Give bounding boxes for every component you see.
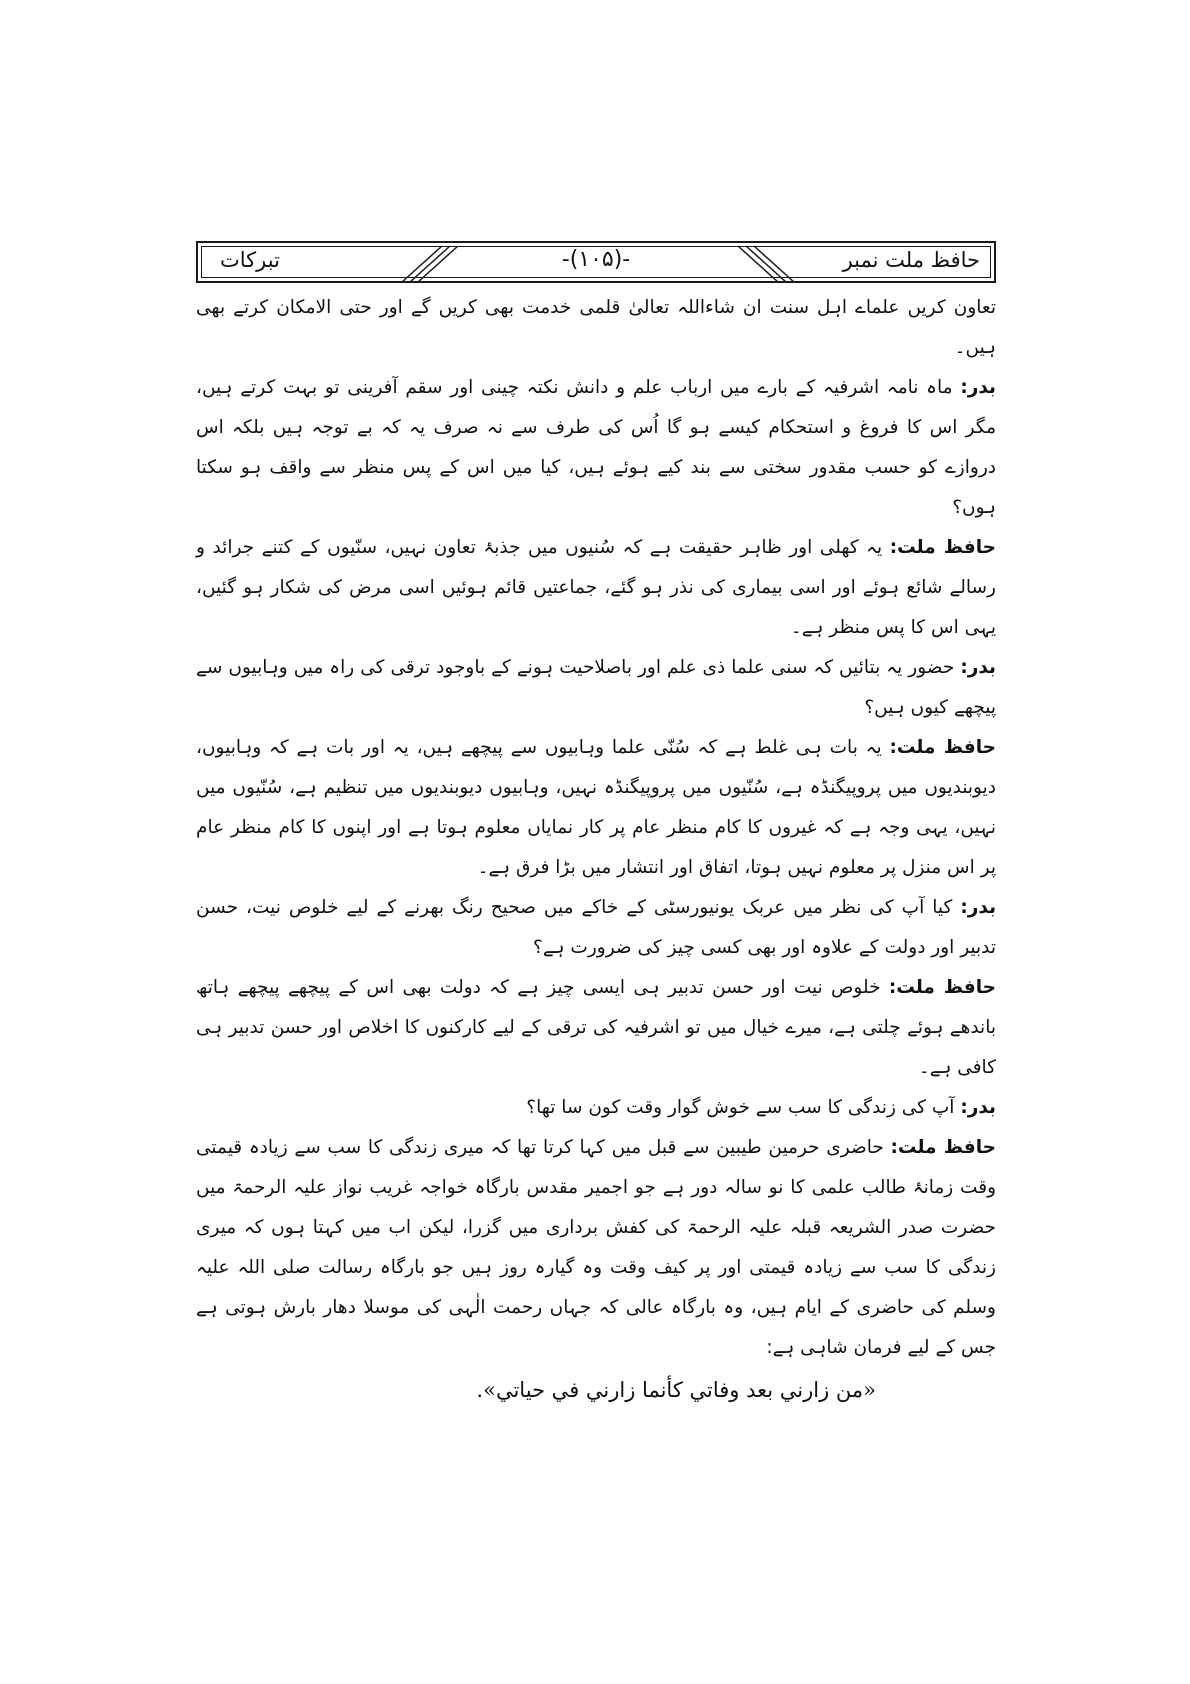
speaker-label: حافظ ملت: [888, 977, 996, 998]
paragraph [196, 968, 996, 1088]
page-header [196, 241, 996, 283]
speaker-label: بدر: [960, 897, 997, 918]
paragraph-text: تعاون کریں علماے اہل سنت ان شاءاللہ تعالیٰ قلمی خدمت بھی کریں گے اور حتی الامکان کرتے بھی ہیں۔ [196, 297, 996, 358]
paragraph [196, 728, 996, 888]
speaker-label: حافظ ملت: [889, 737, 997, 758]
speaker-label: بدر: [960, 377, 996, 398]
paragraph [196, 1128, 996, 1368]
article-body [196, 288, 996, 1412]
paragraph [196, 288, 996, 368]
paragraph-text: آپ کی زندگی کا سب سے خوش گوار وقت کون سا تھا؟ [526, 1097, 955, 1118]
paragraph-text: حضور یہ بتائیں کہ سنی علما ذی علم اور باصلاحیت ہونے کے باوجود ترقی کی راہ میں وہابیوں سے پیچھے کیوں ہیں؟ [196, 657, 996, 718]
paragraph [196, 1088, 996, 1128]
paragraph-text: یہ کھلی اور ظاہر حقیقت ہے کہ سُنیوں میں جذبۂ تعاون نہیں، سنّیوں کے کتنے جرائد و رسالے شائع ہوئے اور اسی بیماری کی نذر ہو گئے، جماعتیں قائم ہوئیں اسی مرض کی شکار ہو گئیں، یہی اس کا پس منظر ہے۔ [196, 537, 996, 638]
arabic-hadith-quote: «من زارني بعد وفاتي كأنما زارني في حياتي». [476, 1378, 876, 1402]
section-title: تبرکات [220, 248, 280, 272]
speaker-label: حافظ ملت: [889, 537, 996, 558]
page-number: -(۱۰۵)- [561, 247, 631, 272]
journal-title: حافظ ملت نمبر [842, 248, 980, 272]
paragraph-text: حاضری حرمین طیبین سے قبل میں کہا کرتا تھا کہ میری زندگی کا سب سے زیادہ قیمتی وقت زمانۂ طالب علمی کا نو سالہ دور ہے جو اجمیر مقدس بارگاہ خواجہ غریب نواز علیہ الرحمۃ میں حضرت صدر الشریعہ قبلہ علیہ الرحمۃ کی کفش برداری میں گزرا، لیکن اب میں کہتا ہوں کہ میری زندگی کا سب سے زیادہ قیمتی اور پر کیف وقت وہ گیارہ روز ہیں جو بارگاہ رسالت صلی اللہ علیہ وسلم کی حاضری کے ایام ہیں، وہ بارگاہ عالی کہ جہاں رحمت الٰہی کی موسلا دھار بارش ہوتی ہے جس کے لیے فرمان شاہی ہے: [196, 1137, 996, 1358]
paragraph [196, 368, 996, 528]
speaker-label: حافظ ملت: [890, 1137, 996, 1158]
paragraph [196, 648, 996, 728]
speaker-label: بدر: [960, 657, 996, 678]
paragraph-text: خلوص نیت اور حسن تدبیر ہی ایسی چیز ہے کہ دولت بھی اس کے پیچھے پیچھے ہاتھ باندھے ہوئے چلتی ہے، میرے خیال میں تو اشرفیہ کی ترقی کے لیے کارکنوں کا اخلاص اور حسن تدبیر ہی کافی ہے۔ [196, 977, 996, 1078]
speaker-label: بدر: [960, 1097, 996, 1118]
paragraph-text: یہ بات ہی غلط ہے کہ سُنّی علما وہابیوں سے پیچھے ہیں، یہ اور بات ہے کہ وہابیوں، دیوبندیوں میں پروپیگنڈہ ہے، سُنّیوں میں پروپیگنڈہ نہیں، وہابیوں دیوبندیوں میں تنظیم ہے، سُنّیوں میں نہیں، یہی وجہ ہے کہ غیروں کا کام منظر عام پر کار نمایاں معلوم ہوتا ہے اور اپنوں کا کام منظر عام پر اس منزل پر معلوم نہیں ہوتا، اتفاق اور انتشار میں بڑا فرق ہے۔ [196, 737, 996, 878]
paragraph-text: ماہ نامہ اشرفیہ کے بارے میں ارباب علم و دانش نکتہ چینی اور سقم آفرینی تو بہت کرتے ہیں، مگر اس کا فروغ و استحکام کیسے ہو گا اُس کی طرف سے نہ صرف یہ کہ بے توجہ ہیں بلکہ اس دروازے کو حسب مقدور سختی سے بند کیے ہوئے ہیں، کیا میں اس کے پس منظر سے واقف ہو سکتا ہوں؟ [196, 377, 996, 518]
paragraph-text: کیا آپ کی نظر میں عربک یونیورسٹی کے خاکے میں صحیح رنگ بھرنے کے لیے خلوص نیت، حسن تدبیر اور دولت کے علاوہ اور بھی کسی چیز کی ضرورت ہے؟ [196, 897, 996, 958]
paragraph [196, 888, 996, 968]
paragraph [196, 528, 996, 648]
